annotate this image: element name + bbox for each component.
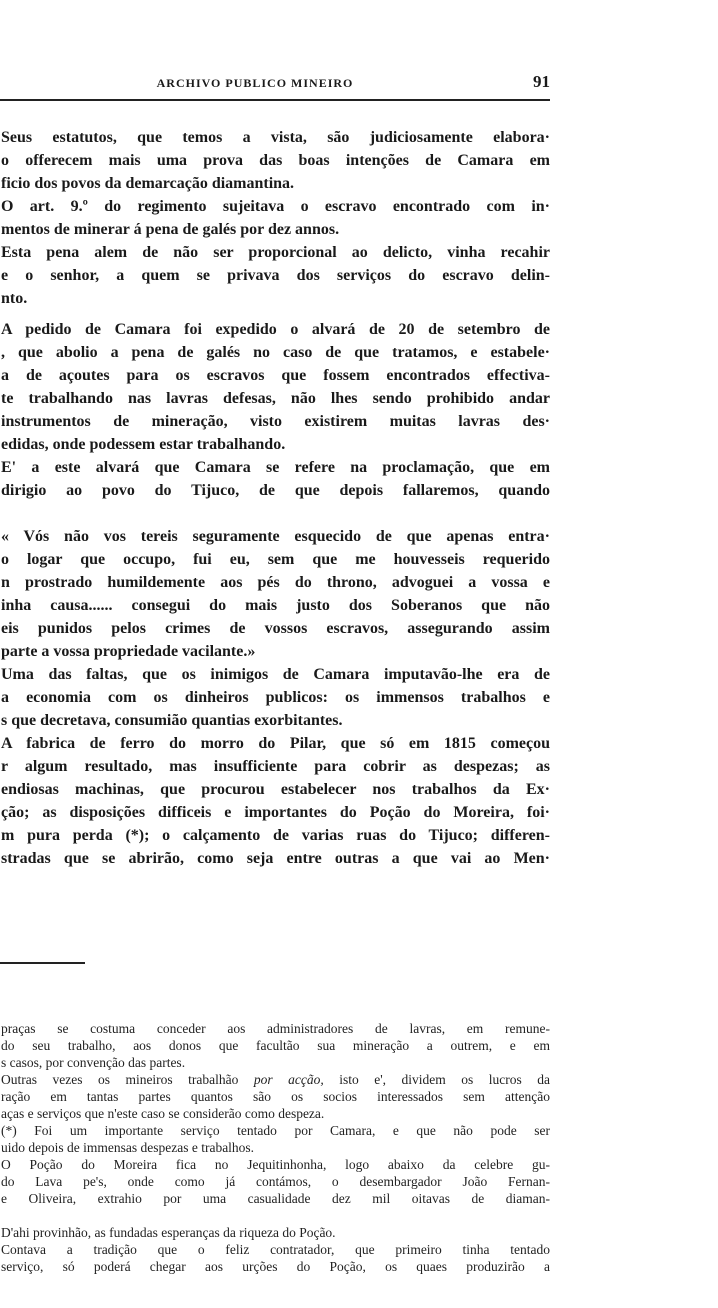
body-line-text: stradas que se abrirão, como seja entre outras a que vai ao Men· [1, 850, 550, 867]
body-line-text: endiosas machinas, que procurou estabelecer nos trabalhos da Ex· [1, 781, 550, 798]
body-line-text: o logar que occupo, fui eu, sem que me houvesseis requerido [1, 551, 550, 568]
body-line-text: inha causa...... consegui do mais justo dos Soberanos que não [1, 597, 550, 614]
footnote-line-text: ração em tantas partes quantos são os socios interessados sem attenção [1, 1089, 550, 1104]
footnote-line-text: do seu trabalho, aos donos que facultão sua mineração a outrem, e em [1, 1038, 550, 1053]
body-line [1, 780, 550, 800]
body-line-text: edidas, onde podessem estar trabalhando. [1, 436, 286, 453]
body-line [1, 803, 550, 823]
body-line [1, 289, 550, 309]
footnote-line-text: D'ahi provinhão, as fundadas esperanças da riqueza do Poção. [1, 1225, 336, 1240]
body-line [1, 757, 550, 777]
body-line-text: instrumentos de mineração, visto existirem muitas lavras des· [1, 413, 550, 430]
body-line-text: r algum resultado, mas insufficiente para cobrir as despezas; as [1, 758, 550, 775]
body-line [1, 220, 550, 240]
body-line-text: ção; as disposições difficeis e importantes do Poção do Moreira, foi· [1, 804, 550, 821]
body-line [1, 734, 550, 754]
body-line [1, 619, 550, 639]
footnote-line-italic-text: por acção, [253, 1072, 324, 1087]
footnote-line-text: Contava a tradição que o feliz contratador, que primeiro tinha tentado [1, 1242, 550, 1257]
body-line-text: Uma das faltas, que os inimigos de Camara imputavão-lhe era de [1, 666, 550, 683]
body-line-text: a economia com os dinheiros publicos: os immensos trabalhos e [1, 689, 550, 706]
body-line [1, 642, 550, 662]
body-line [1, 481, 550, 501]
body-line [1, 711, 550, 731]
body-line-text: E' a este alvará que Camara se refere na proclamação, que em [1, 459, 550, 476]
body-line-text: dirigio ao povo do Tijuco, de que depois fallaremos, quando [1, 482, 550, 499]
footnote-rule [0, 962, 85, 964]
header-rule [0, 99, 550, 101]
footnote-line [1, 1140, 550, 1156]
body-line-text: , que abolio a pena de galés no caso de que tratamos, e estabele· [1, 344, 550, 361]
body-line [1, 573, 550, 593]
footnote-line-text: e Oliveira, extrahio por uma casualidade dez mil oitavas de diaman- [1, 1191, 550, 1206]
footnote-line-text: uido depois de immensas despezas e trabalhos. [1, 1140, 255, 1155]
body-line [1, 527, 550, 547]
body-line [1, 849, 550, 869]
footnote-line [1, 1055, 550, 1071]
body-line [1, 266, 550, 286]
body-line-text: A fabrica de ferro do morro do Pilar, que só em 1815 começou [1, 735, 550, 752]
footnote-line [1, 1157, 550, 1173]
body-line-text: o offerecem mais uma prova das boas intenções de Camara em [1, 152, 550, 169]
footnote-line-text: (*) Foi um importante serviço tentado por Camara, e que não pode ser [1, 1123, 550, 1138]
body-line [1, 389, 550, 409]
body-line-text: Esta pena alem de não ser proporcional ao delicto, vinha recahir [1, 244, 550, 261]
footnote-line-text: aças e serviços que n'este caso se considerão como despeza. [1, 1106, 325, 1121]
footnote-line [1, 1038, 550, 1054]
footnote-line-text: Outras vezes os mineiros trabalhão [1, 1072, 254, 1087]
footnote-line-text: O Poção do Moreira fica no Jequitinhonha, logo abaixo da celebre gu- [1, 1157, 550, 1172]
body-line [1, 458, 550, 478]
body-line-text: a de açoutes para os escravos que fossem encontrados effectiva- [1, 367, 550, 384]
body-line-text: eis punidos pelos crimes de vossos escravos, assegurando assim [1, 620, 550, 637]
body-line [1, 412, 550, 432]
footnote-line-text: serviço, só poderá chegar aos urções do Poção, os quaes produzirão a [1, 1259, 550, 1274]
body-line [1, 550, 550, 570]
body-line [1, 128, 550, 148]
body-line [1, 435, 550, 455]
footnote-line-text: s casos, por convenção das partes. [1, 1055, 186, 1070]
body-line [1, 826, 550, 846]
footnote-line-text: praças se costuma conceder aos administradores de lavras, em remune- [1, 1021, 550, 1036]
body-line [1, 151, 550, 171]
body-line-text: te trabalhando nas lavras defesas, não lhes sendo prohibido andar [1, 390, 550, 407]
body-line [1, 343, 550, 363]
body-line-text: parte a vossa propriedade vacilante.» [1, 643, 256, 660]
body-line [1, 197, 550, 217]
body-line [1, 366, 550, 386]
body-line [1, 688, 550, 708]
footnote-line-text: do Lava pe's, onde como já contámos, o desembargador João Fernan- [1, 1174, 550, 1189]
body-line-text: Seus estatutos, que temos a vista, são judiciosamente elabora· [1, 129, 550, 146]
footnote-line [1, 1072, 550, 1088]
footnote-line [1, 1123, 550, 1139]
body-line [1, 174, 550, 194]
footnote-line [1, 1191, 550, 1207]
body-line-text: e o senhor, a quem se privava dos serviços do escravo delin- [1, 267, 550, 284]
body-line-text: nto. [1, 290, 28, 307]
body-line-text: s que decretava, consumião quantias exorbitantes. [1, 712, 343, 729]
footnote-line [1, 1021, 550, 1037]
footnote-line [1, 1089, 550, 1105]
footnote-line-text-after: isto e', dividem os lucros da [323, 1072, 550, 1087]
body-line-text: ficio dos povos da demarcação diamantina. [1, 175, 295, 192]
body-line [1, 596, 550, 616]
running-title: ARCHIVO PUBLICO MINEIRO [156, 76, 354, 90]
page-number: 91 [533, 72, 550, 91]
body-line-text: mentos de minerar á pena de galés por dez annos. [1, 221, 340, 238]
body-line-text: « Vós não vos tereis seguramente esquecido de que apenas entra· [1, 528, 550, 545]
body-line [1, 320, 550, 340]
footnote-line [1, 1174, 550, 1190]
body-line [1, 243, 550, 263]
footnote-line [1, 1242, 550, 1258]
body-line-text: A pedido de Camara foi expedido o alvará de 20 de setembro de [1, 321, 550, 338]
footnote-line [1, 1106, 550, 1122]
body-line-text: n prostrado humildemente aos pés do throno, advoguei a vossa e [1, 574, 550, 591]
footnote-line [1, 1259, 550, 1275]
body-line-text: O art. 9.º do regimento sujeitava o escravo encontrado com in· [1, 198, 550, 215]
footnote-line [1, 1225, 550, 1241]
body-line-text: m pura perda (*); o calçamento de varias ruas do Tijuco; differen- [1, 827, 550, 844]
body-line [1, 665, 550, 685]
